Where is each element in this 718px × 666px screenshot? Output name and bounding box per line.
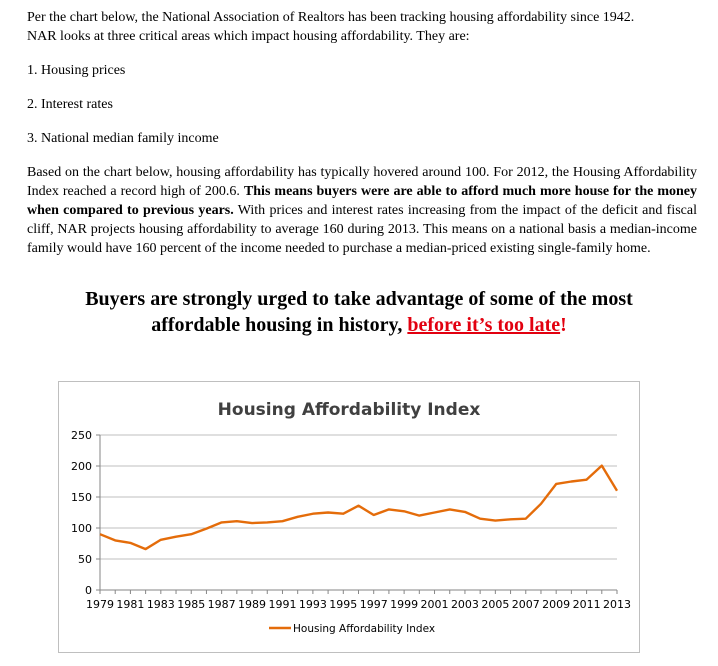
- y-tick-label: 0: [85, 584, 92, 597]
- y-tick-label: 50: [78, 553, 92, 566]
- x-tick-label: 1983: [146, 598, 175, 611]
- series-line-housing-affordability: [100, 466, 617, 549]
- x-tick-label: 2009: [542, 598, 571, 611]
- body-text-2: With prices and interest rates increasing from the impact of the deficit and fiscal cliff, NAR projects housing affordability to average 160 during 2013. This means on a national basis a median-income family would have 160 percent of the income needed to purchase a median-priced existing single-family home.: [27, 203, 697, 256]
- x-tick-label: 2001: [420, 598, 449, 611]
- x-tick-label: 2013: [603, 598, 631, 611]
- x-tick-label: 1997: [359, 598, 388, 611]
- list-item-interest-rates: 2. Interest rates: [27, 97, 113, 112]
- chart-svg: [59, 382, 639, 652]
- y-tick-label: 100: [71, 522, 92, 535]
- intro-line-2: NAR looks at three critical areas which impact housing affordability. They are:: [27, 29, 470, 44]
- x-tick-label: 1981: [116, 598, 145, 611]
- x-tick-label: 1979: [86, 598, 114, 611]
- chart-axes: [96, 435, 617, 594]
- callout-line-1: Buyers are strongly urged to take advantage of some of the most: [85, 288, 633, 310]
- intro-line-1: Per the chart below, the National Association of Realtors has been tracking housing affordability since 1942.: [27, 10, 635, 25]
- list-item-median-income: 3. National median family income: [27, 131, 219, 146]
- body-paragraph: [27, 163, 697, 258]
- legend-label: Housing Affordability Index: [293, 623, 436, 635]
- x-tick-label: 2005: [481, 598, 510, 611]
- x-tick-label: 1995: [329, 598, 358, 611]
- x-tick-label: 1987: [207, 598, 236, 611]
- x-tick-label: 2007: [511, 598, 540, 611]
- callout-exclamation: !: [560, 314, 567, 336]
- chart-series: [100, 466, 617, 549]
- intro-paragraph: [27, 8, 697, 46]
- y-tick-label: 250: [71, 429, 92, 442]
- x-tick-label: 1993: [298, 598, 327, 611]
- x-axis-ticks: [86, 598, 631, 611]
- y-axis-ticks: [71, 429, 92, 597]
- chart-title: Housing Affordability Index: [217, 400, 481, 420]
- housing-affordability-chart: [58, 381, 640, 653]
- callout-line-2-start: affordable housing in history,: [151, 314, 408, 336]
- body-text-1: Based on the chart below, housing affordability has typically hovered around 100. For 2012, the Housing Affordability Index reached a record high of 200.6.: [27, 165, 697, 199]
- y-tick-label: 200: [71, 460, 92, 473]
- callout-heading: [0, 286, 718, 338]
- chart-gridlines: [100, 435, 617, 559]
- x-tick-label: 1991: [268, 598, 297, 611]
- x-tick-label: 2003: [450, 598, 479, 611]
- x-tick-label: 2011: [572, 598, 601, 611]
- x-tick-label: 1999: [390, 598, 419, 611]
- list-item-housing-prices: 1. Housing prices: [27, 63, 126, 78]
- article-text: [27, 8, 697, 258]
- body-bold-text: This means buyers were are able to afford much more house for the money when compared to previous years.: [27, 184, 697, 218]
- chart-legend: [269, 623, 435, 635]
- before-too-late-link[interactable]: before it’s too late: [407, 314, 561, 336]
- x-tick-label: 1985: [177, 598, 206, 611]
- y-tick-label: 150: [71, 491, 92, 504]
- x-tick-label: 1989: [238, 598, 267, 611]
